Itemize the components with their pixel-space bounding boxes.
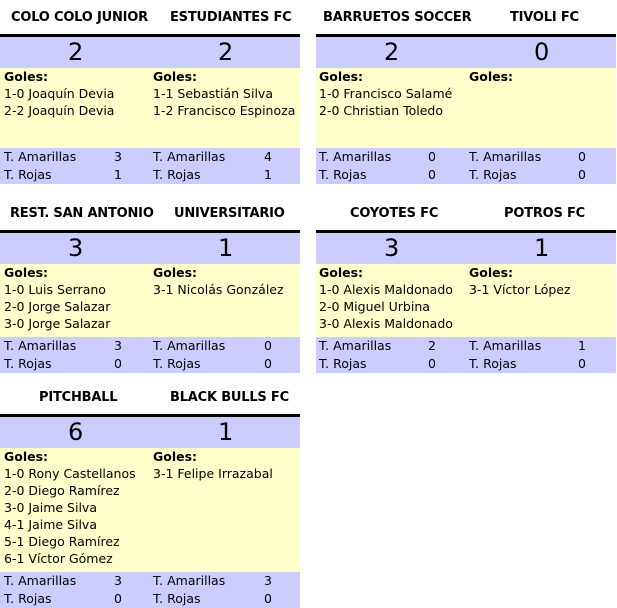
home-score: 3	[68, 234, 84, 262]
away-red-count: 0	[264, 356, 272, 371]
away-red-count: 0	[264, 591, 272, 606]
home-score: 2	[68, 38, 84, 66]
home-red-count: 0	[114, 356, 122, 371]
match-header	[316, 0, 616, 37]
away-team-name: ESTUDIANTES FC	[170, 10, 292, 25]
goals-label: Goles:	[469, 69, 514, 84]
home-yellow-row	[4, 572, 122, 590]
home-red-row	[319, 355, 436, 373]
red-cards-label: T. Rojas	[4, 356, 52, 371]
yellow-cards-label: T. Amarillas	[469, 338, 542, 353]
away-score: 0	[534, 38, 550, 66]
away-red-count: 0	[578, 167, 586, 182]
goal-entry: 3-1 Nicolás González	[153, 282, 284, 297]
goal-entry: 4-1 Jaime Silva	[4, 517, 97, 532]
goal-entry: 1-0 Alexis Maldonado	[319, 282, 453, 297]
away-goals	[469, 68, 513, 85]
cards-section	[316, 337, 616, 373]
goals-section	[0, 448, 300, 572]
away-red-row	[469, 355, 586, 373]
score-bar	[316, 37, 616, 68]
home-team-name: PITCHBALL	[39, 390, 118, 405]
away-team-name: POTROS FC	[504, 206, 586, 221]
away-team-name: UNIVERSITARIO	[174, 206, 285, 221]
red-cards-label: T. Rojas	[319, 167, 367, 182]
goals-label: Goles:	[319, 265, 364, 280]
away-red-count: 1	[264, 167, 272, 182]
cards-section	[0, 148, 300, 184]
home-red-count: 0	[428, 356, 436, 371]
match-card	[0, 196, 300, 373]
away-team-name: TIVOLI FC	[510, 10, 579, 25]
red-cards-label: T. Rojas	[469, 356, 517, 371]
home-yellow-count: 3	[114, 338, 122, 353]
home-team-name: REST. SAN ANTONIO	[10, 206, 154, 221]
home-yellow-count: 3	[114, 149, 122, 164]
away-goals	[469, 264, 571, 298]
home-red-count: 0	[114, 591, 122, 606]
red-cards-label: T. Rojas	[4, 167, 52, 182]
home-score: 6	[68, 418, 84, 446]
match-card	[0, 380, 300, 608]
home-red-row	[4, 355, 122, 373]
away-yellow-row	[153, 337, 272, 355]
goals-section	[316, 264, 616, 337]
score-bar	[0, 37, 300, 68]
home-goals	[319, 68, 452, 119]
home-yellow-row	[319, 148, 436, 166]
goal-entry: 3-1 Felipe Irrazabal	[153, 466, 273, 481]
yellow-cards-label: T. Amarillas	[153, 573, 226, 588]
away-yellow-count: 1	[578, 338, 586, 353]
home-yellow-row	[319, 337, 436, 355]
cards-section	[0, 337, 300, 373]
goals-section	[0, 68, 300, 148]
away-yellow-count: 0	[264, 338, 272, 353]
goal-entry: 1-2 Francisco Espinoza	[153, 103, 296, 118]
home-red-row	[319, 166, 436, 184]
goal-entry: 3-0 Jorge Salazar	[4, 316, 111, 331]
yellow-cards-label: T. Amarillas	[4, 338, 77, 353]
goal-entry: 2-0 Jorge Salazar	[4, 299, 111, 314]
away-score: 1	[218, 418, 234, 446]
home-team-name: COLO COLO JUNIOR	[11, 10, 148, 25]
goals-label: Goles:	[469, 265, 514, 280]
home-yellow-count: 0	[428, 149, 436, 164]
home-yellow-count: 2	[428, 338, 436, 353]
away-red-count: 0	[578, 356, 586, 371]
home-red-row	[4, 590, 122, 608]
home-goals	[4, 264, 110, 332]
score-bar	[316, 233, 616, 264]
yellow-cards-label: T. Amarillas	[4, 149, 77, 164]
goals-label: Goles:	[4, 265, 49, 280]
away-yellow-count: 0	[578, 149, 586, 164]
goals-label: Goles:	[153, 449, 198, 464]
goal-entry: 2-0 Miguel Urbina	[319, 299, 430, 314]
away-goals	[153, 448, 273, 482]
away-red-row	[153, 166, 272, 184]
match-header	[0, 0, 300, 37]
goal-entry: 1-1 Sebastián Silva	[153, 86, 273, 101]
red-cards-label: T. Rojas	[319, 356, 367, 371]
cards-section	[316, 148, 616, 184]
home-team-name: BARRUETOS SOCCER	[323, 10, 472, 25]
score-bar	[0, 417, 300, 448]
goal-entry: 1-0 Joaquín Devia	[4, 86, 115, 101]
goal-entry: 1-0 Luis Serrano	[4, 282, 106, 297]
away-yellow-row	[153, 148, 272, 166]
home-red-count: 1	[114, 167, 122, 182]
yellow-cards-label: T. Amarillas	[153, 149, 226, 164]
home-score: 2	[384, 38, 400, 66]
away-yellow-count: 3	[264, 573, 272, 588]
cards-section	[0, 572, 300, 608]
goals-section	[316, 68, 616, 148]
match-card	[316, 196, 616, 373]
home-yellow-count: 3	[114, 573, 122, 588]
goals-label: Goles:	[153, 265, 198, 280]
home-red-count: 0	[428, 167, 436, 182]
home-red-row	[4, 166, 122, 184]
yellow-cards-label: T. Amarillas	[153, 338, 226, 353]
home-goals	[4, 448, 136, 567]
match-card	[316, 0, 616, 184]
red-cards-label: T. Rojas	[4, 591, 52, 606]
goal-entry: 2-2 Joaquín Devia	[4, 103, 115, 118]
goal-entry: 3-0 Jaime Silva	[4, 500, 97, 515]
away-red-row	[153, 355, 272, 373]
red-cards-label: T. Rojas	[153, 167, 201, 182]
goal-entry: 2-0 Diego Ramírez	[4, 483, 120, 498]
goal-entry: 1-0 Francisco Salamé	[319, 86, 453, 101]
goal-entry: 5-1 Diego Ramírez	[4, 534, 120, 549]
away-red-row	[469, 166, 586, 184]
goals-section	[0, 264, 300, 337]
match-card	[0, 0, 300, 184]
away-yellow-count: 4	[264, 149, 272, 164]
away-yellow-row	[153, 572, 272, 590]
home-yellow-row	[4, 148, 122, 166]
goal-entry: 6-1 Víctor Gómez	[4, 551, 113, 566]
away-team-name: BLACK BULLS FC	[170, 390, 289, 405]
match-header	[316, 196, 616, 233]
score-bar	[0, 233, 300, 264]
red-cards-label: T. Rojas	[153, 591, 201, 606]
home-goals	[4, 68, 114, 119]
red-cards-label: T. Rojas	[153, 356, 201, 371]
away-yellow-row	[469, 148, 586, 166]
home-yellow-row	[4, 337, 122, 355]
away-goals	[153, 68, 295, 119]
goals-label: Goles:	[4, 69, 49, 84]
goal-entry: 3-0 Alexis Maldonado	[319, 316, 453, 331]
goals-label: Goles:	[153, 69, 198, 84]
home-team-name: COYOTES FC	[350, 206, 439, 221]
goal-entry: 1-0 Rony Castellanos	[4, 466, 136, 481]
goal-entry: 3-1 Víctor López	[469, 282, 571, 297]
match-header	[0, 196, 300, 233]
away-yellow-row	[469, 337, 586, 355]
home-score: 3	[384, 234, 400, 262]
away-red-row	[153, 590, 272, 608]
away-score: 1	[534, 234, 550, 262]
yellow-cards-label: T. Amarillas	[319, 149, 392, 164]
yellow-cards-label: T. Amarillas	[4, 573, 77, 588]
home-goals	[319, 264, 453, 332]
goals-label: Goles:	[4, 449, 49, 464]
yellow-cards-label: T. Amarillas	[319, 338, 392, 353]
red-cards-label: T. Rojas	[469, 167, 517, 182]
away-score: 2	[218, 38, 234, 66]
goal-entry: 2-0 Christian Toledo	[319, 103, 443, 118]
yellow-cards-label: T. Amarillas	[469, 149, 542, 164]
match-header	[0, 380, 300, 417]
away-score: 1	[218, 234, 234, 262]
goals-label: Goles:	[319, 69, 364, 84]
away-goals	[153, 264, 284, 298]
